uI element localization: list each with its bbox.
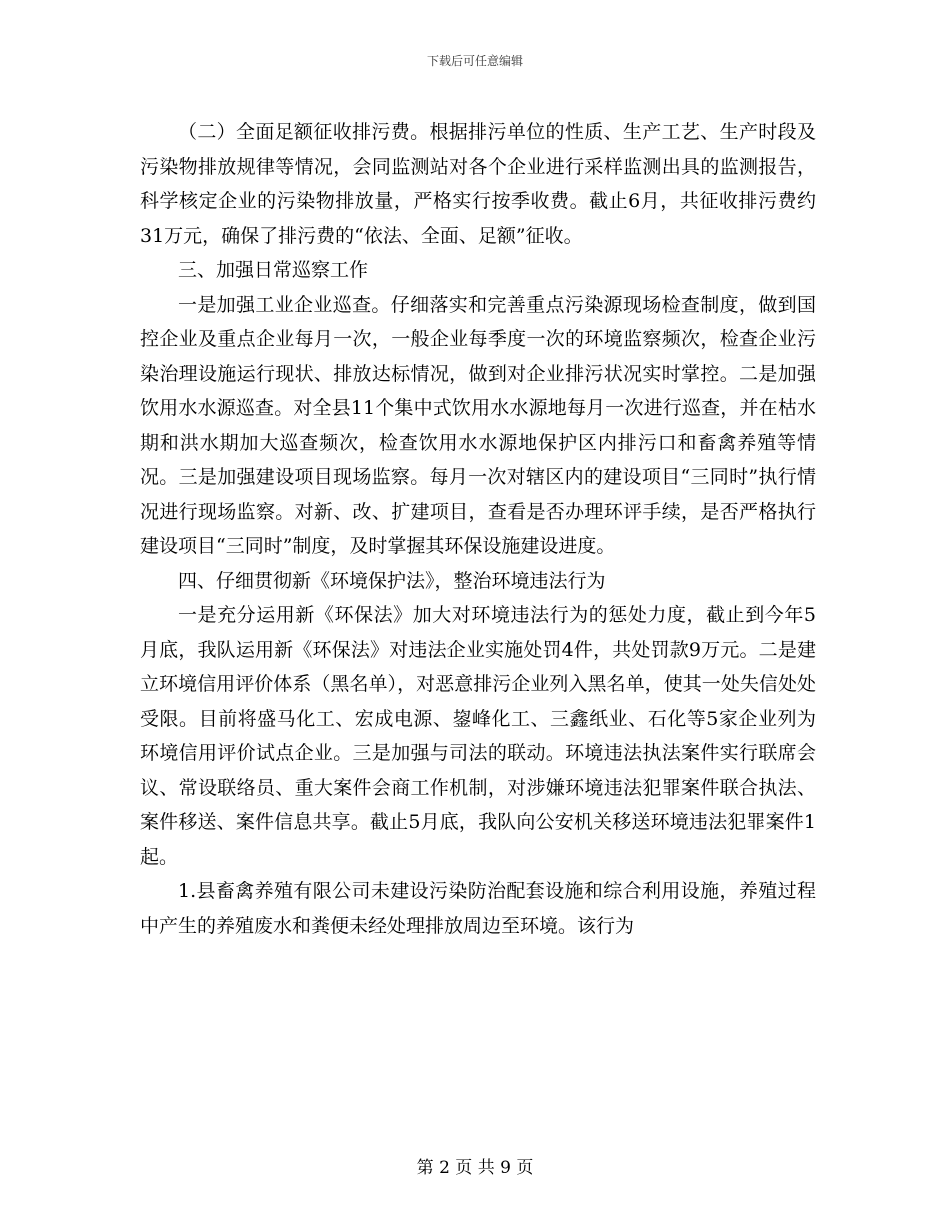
paragraph-fee-collection: （二）全面足额征收排污费。根据排污单位的性质、生产工艺、生产时段及污染物排放规律等情况，会同监测站对各个企业进行采样监测出具的监测报告，科学核定企业的污染物排放量，严格实行按季收费。截止6月，共征收排污费约31万元，确保了排污费的“依法、全面、足额”征收。 [140,121,816,247]
paragraph-inspection: 一是加强工业企业巡查。仔细落实和完善重点污染源现场检查制度，做到国控企业及重点企业每月一次，一般企业每季度一次的环境监察频次，检查企业污染治理设施运行现状、排放达标情况，做到对企业排污状况实时掌控。二是加强饮用水水源巡查。对全县11个集中式饮用水水源地每月一次进行巡查，并在枯水期和洪水期加大巡查频次，检查饮用水水源地保护区内排污口和畜禽养殖等情况。三是加强建设项目现场监察。每月一次对辖区内的建设项目“三同时”执行情况进行现场监察。对新、改、扩建项目，查看是否办理环评手续，是否严格执行建设项目“三同时”制度，及时掌握其环保设施建设进度。 [140,293,816,557]
section-heading-enforcement: 四、仔细贯彻新《环境保护法》，整治环境违法行为 [178,569,606,592]
section-heading-inspection: 三、加强日常巡察工作 [178,259,369,281]
page-number-footer: 第 2 页 共 9 页 [416,1158,534,1178]
page-header: 下载后可任意编辑 [426,54,523,68]
paragraph-case-1: 1.县畜禽养殖有限公司未建设污染防治配套设施和综合利用设施，养殖过程中产生的养殖废水和粪便未经处理排放周边至环境。该行为 [140,880,816,937]
document-body [140,115,816,943]
paragraph-enforcement: 一是充分运用新《环保法》加大对环境违法行为的惩处力度，截止到今年5月底，我队运用新《环保法》对违法企业实施处罚4件，共处罚款9万元。二是建立环境信用评价体系（黑名单），对恶意排污企业列入黑名单，使其一处失信处处受限。目前将盛马化工、宏成电源、鋆峰化工、三鑫纸业、石化等5家企业列为环境信用评价试点企业。三是加强与司法的联动。环境违法执法案件实行联席会议、常设联络员、重大案件会商工作机制，对涉嫌环境违法犯罪案件联合执法、案件移送、案件信息共享。截止5月底，我队向公安机关移送环境违法犯罪案件1起。 [140,604,816,868]
